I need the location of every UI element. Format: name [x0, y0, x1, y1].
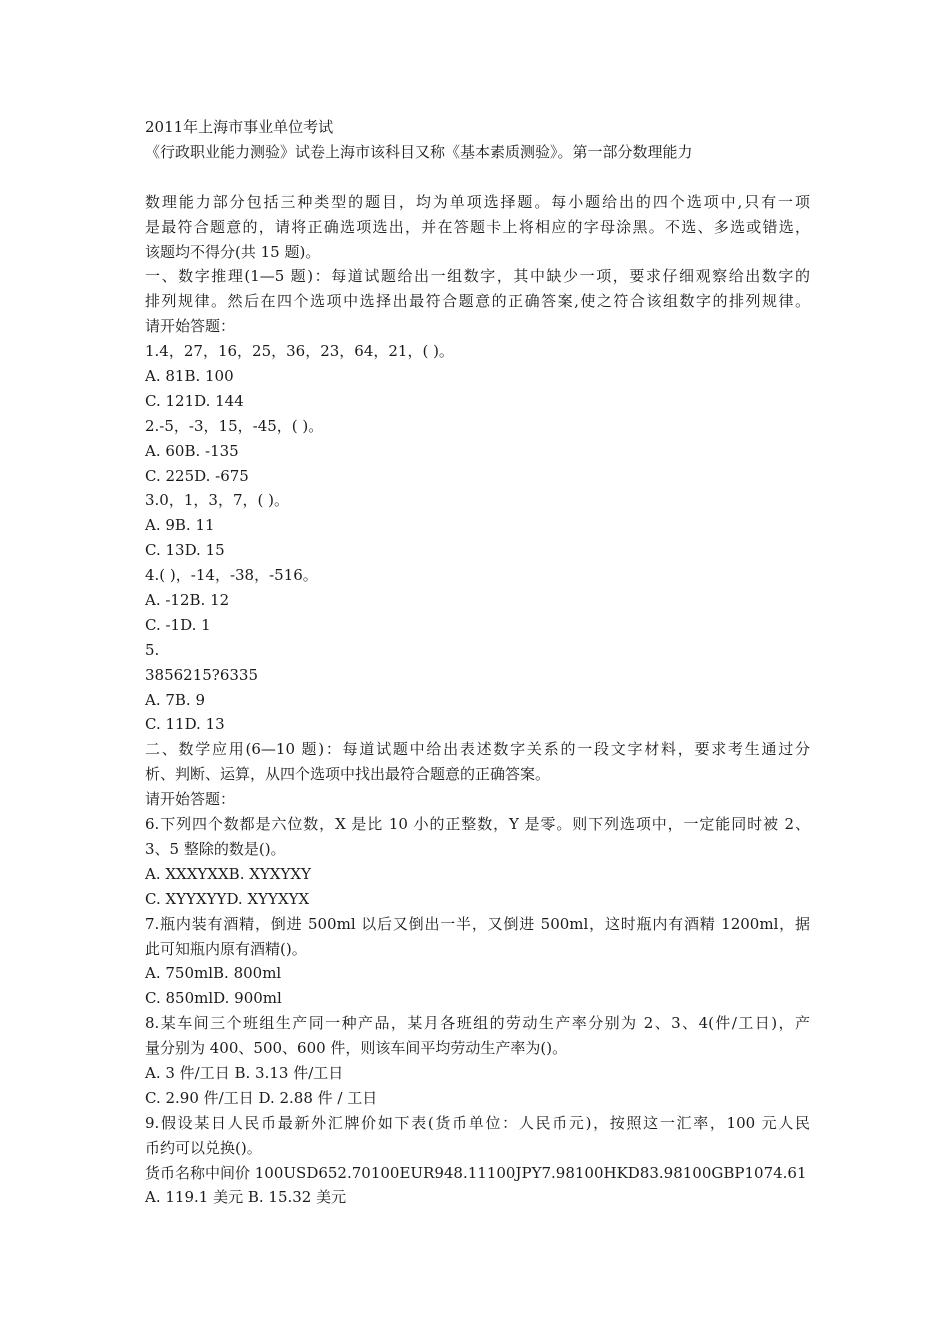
question-6-options-cd: C. XYYXYYD. XYYXYX — [145, 889, 310, 908]
question-2-options-ab: A. 60B. -135 — [145, 441, 239, 460]
section1-heading: 一、数字推理(1—5 题)：每道试题给出一组数字，其中缺少一项，要求仔细观察给出数字的 — [145, 267, 810, 286]
spacer — [145, 165, 810, 190]
question-9-options-ab: A. 119.1 美元 B. 15.32 美元 — [145, 1188, 347, 1207]
question-4-options-cd: C. -1D. 1 — [145, 615, 211, 634]
section2-heading: 二、数学应用(6—10 题)：每道试题中给出表述数字关系的一段文字材料，要求考生通过分 — [145, 740, 810, 759]
question-2-stem: 2.-5，-3，15，-45，( )。 — [145, 416, 324, 435]
question-7-stem: 7.瓶内装有酒精，倒进 500ml 以后又倒出一半，又倒进 500ml，这时瓶内有酒精 1200ml，据 — [145, 914, 810, 933]
section1-start: 请开始答题： — [145, 317, 236, 336]
question-1-options-ab: A. 81B. 100 — [145, 367, 234, 386]
question-1-stem: 1.4，27，16，25，36，23，64，21，( )。 — [145, 342, 454, 361]
question-4-options-ab: A. -12B. 12 — [145, 591, 230, 610]
question-4-stem: 4.( )，-14，-38，-516。 — [145, 566, 318, 585]
question-3-options-ab: A. 9B. 11 — [145, 516, 215, 535]
question-8-stem: 量分别为 400、500、600 件，则该车间平均劳动生产率为()。 — [145, 1039, 568, 1058]
question-1-options-cd: C. 121D. 144 — [145, 391, 244, 410]
question-5-options-ab: A. 7B. 9 — [145, 690, 206, 709]
question-9-stem: 币约可以兑换()。 — [145, 1138, 262, 1157]
question-6-stem: 3、5 整除的数是()。 — [145, 839, 286, 858]
question-5-figure: 3856215?6335 — [145, 665, 259, 684]
question-5-stem: 5. — [145, 640, 160, 659]
intro-line: 数理能力部分包括三种类型的题目，均为单项选择题。每小题给出的四个选项中,只有一项 — [145, 192, 810, 211]
question-7-stem: 此可知瓶内原有酒精()。 — [145, 939, 307, 958]
section2-start: 请开始答题： — [145, 790, 236, 809]
question-6-options-ab: A. XXXYXXB. XYXYXY — [145, 864, 311, 883]
question-8-stem: 8.某车间三个班组生产同一种产品，某月各班组的劳动生产率分别为 2、3、4(件/工日)，产 — [145, 1014, 810, 1033]
question-5-options-cd: C. 11D. 13 — [145, 715, 225, 734]
document-subtitle: 《行政职业能力测验》试卷上海市该科目又称《基本素质测验》。第一部分数理能力 — [145, 142, 693, 161]
question-7-options-cd: C. 850mlD. 900ml — [145, 989, 282, 1008]
question-9-stem: 9.假设某日人民币最新外汇牌价如下表(货币单位：人民币元)，按照这一汇率，100 元人民 — [145, 1113, 810, 1132]
section2-heading: 析、判断、运算，从四个选项中找出最符合题意的正确答案。 — [145, 765, 551, 784]
question-9-rate-table: 货币名称中间价 100USD652.70100EUR948.11100JPY7.98100HKD83.98100GBP1074.61 — [145, 1163, 807, 1182]
question-8-options-ab: A. 3 件/工日 B. 3.13 件/工日 — [145, 1063, 344, 1082]
question-7-options-ab: A. 750mlB. 800ml — [145, 964, 282, 983]
question-8-options-cd: C. 2.90 件/工日 D. 2.88 件 / 工日 — [145, 1088, 378, 1107]
document-page — [145, 115, 810, 1210]
section1-heading: 排列规律。然后在四个选项中选择出最符合题意的正确答案,使之符合该组数字的排列规律。 — [145, 292, 810, 311]
question-2-options-cd: C. 225D. -675 — [145, 466, 249, 485]
question-3-options-cd: C. 13D. 15 — [145, 541, 225, 560]
intro-line: 是最符合题意的，请将正确选项选出，并在答题卡上将相应的字母涂黑。不选、多选或错选， — [145, 217, 810, 236]
question-3-stem: 3.0，1，3，7，( )。 — [145, 491, 289, 510]
question-6-stem: 6.下列四个数都是六位数，X 是比 10 小的正整数，Y 是零。则下列选项中，一定能同时被 2、 — [145, 815, 810, 834]
intro-line: 该题均不得分(共 15 题)。 — [145, 242, 321, 261]
document-title: 2011年上海市事业单位考试 — [145, 118, 334, 136]
